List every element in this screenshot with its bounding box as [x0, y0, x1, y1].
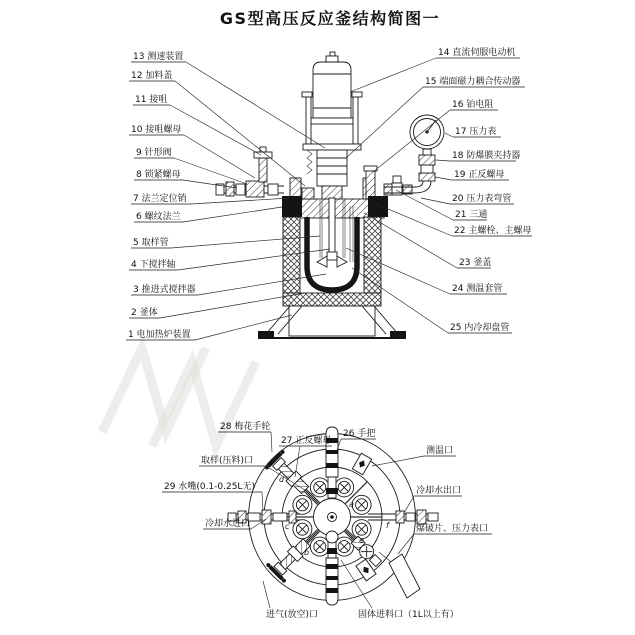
page-title: GS型高压反应釜结构简图一 — [219, 9, 441, 28]
label-26 — [337, 427, 376, 450]
label-text: 28 梅花手轮 — [220, 422, 271, 432]
port-letter-e: e — [359, 536, 364, 545]
label-text: 22 主螺栓、主螺母 — [454, 226, 532, 236]
label-19 — [435, 168, 509, 180]
label-text: 6 螺纹法兰 — [136, 212, 181, 222]
label-temp-port — [372, 444, 456, 466]
port-letter-d: d — [279, 475, 285, 484]
label-text: 19 正反螺母 — [454, 170, 505, 180]
label-text: 7 法兰定位销 — [133, 194, 187, 204]
label-text: 固体进料口（1L以上有） — [358, 610, 459, 620]
label-text: 12 加料盖 — [131, 71, 173, 81]
label-17 — [445, 125, 501, 137]
label-29 — [162, 480, 263, 511]
needle-valve-assembly — [216, 147, 284, 197]
label-text: 25 内冷却盘管 — [450, 323, 510, 333]
label-23 — [364, 213, 491, 268]
port-letter-a: a — [349, 500, 354, 509]
servo-motor — [311, 52, 353, 124]
label-text: 13 测速装置 — [133, 52, 184, 62]
handle-bottom — [326, 531, 338, 605]
label-text: 21 三通 — [455, 210, 488, 220]
label-burst-disc-port — [398, 522, 492, 554]
label-text: 20 压力表弯管 — [452, 194, 512, 204]
label-text: 26 手把 — [343, 429, 376, 439]
label-6 — [134, 207, 282, 222]
pressure-gauge-assembly — [384, 115, 444, 195]
label-cooling-outlet — [404, 484, 462, 513]
label-text: 冷却水进口 — [205, 519, 251, 529]
label-text: 14 直流伺服电动机 — [438, 48, 516, 58]
top-view — [228, 427, 438, 605]
label-text: 冷却水出口 — [416, 486, 462, 496]
label-text: 5 取样管 — [133, 238, 169, 248]
label-2 — [129, 293, 305, 318]
label-text: 爆破片、压力表口 — [416, 524, 489, 534]
label-text: 2 釜体 — [131, 308, 158, 318]
port-letter-c: c — [285, 522, 290, 531]
stand — [258, 306, 406, 338]
label-text: 23 釜盖 — [459, 258, 492, 268]
label-7 — [131, 192, 290, 204]
label-text: 11 接咀 — [135, 95, 168, 105]
section-view — [216, 52, 444, 338]
label-text: 测温口 — [426, 446, 454, 456]
label-text: 进气(放空)口 — [266, 610, 319, 620]
label-text: 18 防爆膜夹持器 — [452, 151, 521, 161]
label-text: 8 锁紧螺母 — [136, 170, 181, 180]
label-28 — [218, 420, 272, 452]
label-text: 27 正反螺母 — [281, 436, 332, 446]
label-18 — [436, 149, 520, 161]
label-text: 取样(压料)口 — [201, 456, 254, 466]
label-text: 17 压力表 — [455, 127, 497, 137]
label-11 — [133, 93, 261, 155]
port-letter-b: b — [304, 548, 310, 557]
label-text: 4 下搅拌轴 — [131, 260, 176, 270]
magnetic-coupler — [307, 150, 347, 186]
label-text: 3 推进式搅拌器 — [133, 285, 196, 295]
label-text: 29 水嘴(0.1-0.25L无) — [164, 482, 255, 492]
label-text: 10 接咀螺母 — [131, 125, 182, 135]
label-22 — [374, 203, 532, 236]
label-text: 24 测温套管 — [452, 284, 503, 294]
port-letter-f: f — [386, 521, 389, 530]
port-marker-ne — [352, 453, 371, 475]
label-text: 9 针形阀 — [136, 148, 172, 158]
label-text: 16 铂电阻 — [452, 100, 494, 110]
label-text: 1 电加热炉装置 — [128, 330, 191, 340]
label-gas-inlet-port — [263, 581, 318, 620]
label-text: 15 端面磁力耦合传动器 — [425, 77, 521, 87]
label-20 — [421, 192, 514, 204]
